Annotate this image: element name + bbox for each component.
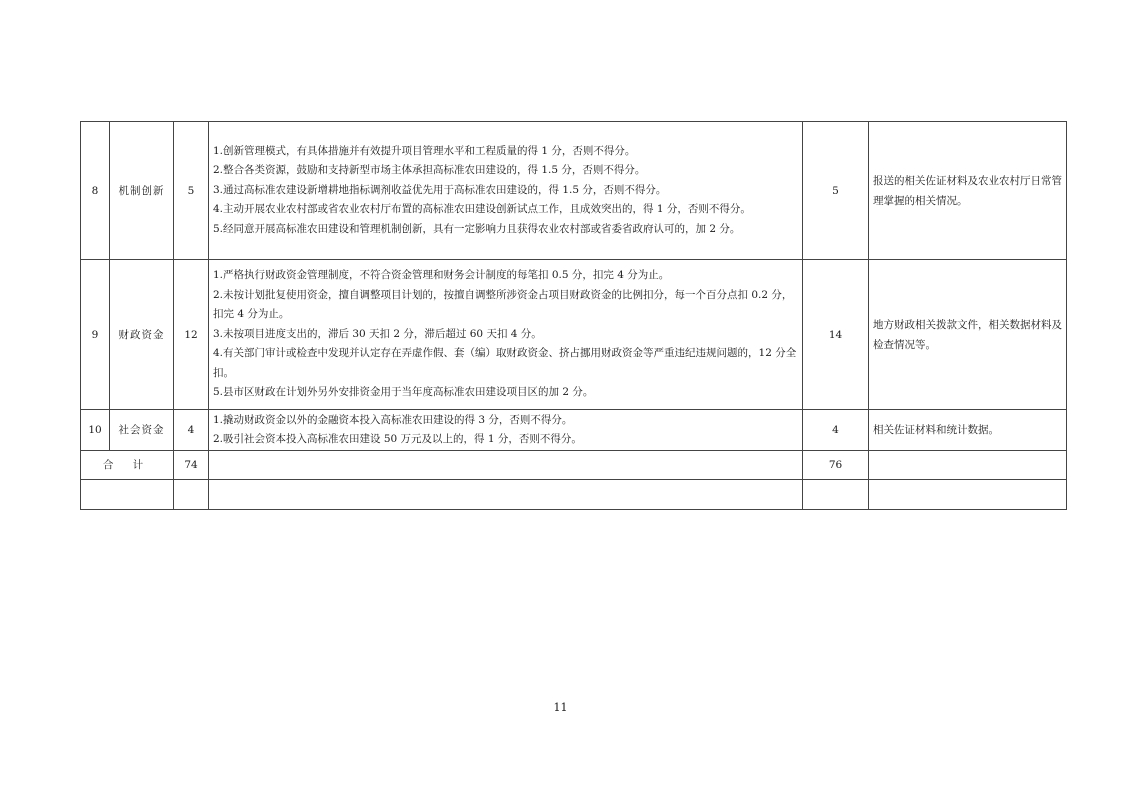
scoring-criteria [209,410,803,451]
evidence-basis: 相关佐证材料和统计数据。 [869,410,1067,451]
criteria-item: 2.吸引社会资本投入高标准农田建设 50 万元及以上的，得 1 分，否则不得分。 [213,433,582,445]
max-score: 5 [803,122,869,260]
indicator-name: 财政资金 [110,260,174,410]
indicator-score: 12 [174,260,209,410]
total-row [81,451,1067,480]
table-row [81,122,1067,260]
indicator-name: 社会资金 [110,410,174,451]
indicator-score: 4 [174,410,209,451]
page-number: 11 [553,701,568,714]
row-number: 10 [81,410,110,451]
evidence-basis: 报送的相关佐证材料及农业农村厅日常管理掌握的相关情况。 [869,122,1067,260]
total-label: 合 计 [81,451,174,480]
criteria-item: 3.未按项目进度支出的，滞后 30 天扣 2 分，滞后超过 60 天扣 4 分。 [213,327,542,340]
criteria-item: 5.县市区财政在计划外另外安排资金用于当年度高标准农田建设项目区的加 2 分。 [213,386,594,399]
scoring-criteria [209,260,803,410]
max-score: 4 [803,410,869,451]
row-number: 9 [81,260,110,410]
blank-cell [174,480,209,510]
blank-cell [803,480,869,510]
criteria-item: 1.撬动财政资金以外的金融资本投入高标准农田建设的得 3 分，否则不得分。 [213,413,573,426]
criteria-item: 2.未按计划批复使用资金，擅自调整项目计划的，按擅自调整所涉资金占项目财政资金的比例扣分，每一个百分点扣 0.2 分，扣完 4 分为止。 [213,288,793,321]
total-basis-empty [869,451,1067,480]
indicator-name: 机制创新 [110,122,174,260]
criteria-item: 1.严格执行财政资金管理制度，不符合资金管理和财务会计制度的每笔扣 0.5 分，扣完 4 分为止。 [213,269,670,282]
max-score: 14 [803,260,869,410]
table-row [81,260,1067,410]
blank-cell [209,480,803,510]
total-score: 74 [174,451,209,480]
criteria-item: 3.通过高标准农建设新增耕地指标调剂收益优先用于高标准农田建设的，得 1.5 分，否则不得分。 [213,183,667,196]
row-number: 8 [81,122,110,260]
total-criteria-empty [209,451,803,480]
evidence-basis: 地方财政相关拨款文件，相关数据材料及检查情况等。 [869,260,1067,410]
criteria-item: 1.创新管理模式，有具体措施并有效提升项目管理水平和工程质量的得 1 分，否则不得分。 [213,144,636,157]
criteria-item: 4.有关部门审计或检查中发现并认定存在弄虚作假、套（编）取财政资金、挤占挪用财政资金等严重违纪违规问题的，12 分全扣。 [213,347,797,379]
blank-cell [81,480,174,510]
blank-cell [869,480,1067,510]
indicator-score: 5 [174,122,209,260]
criteria-item: 4.主动开展农业农村部或省农业农村厅布置的高标准农田建设创新试点工作，且成效突出的，得 1 分，否则不得分。 [213,203,751,216]
criteria-item: 5.经同意开展高标准农田建设和管理机制创新，具有一定影响力且获得农业农村部或省委省政府认可的，加 2 分。 [213,222,741,235]
scoring-criteria [209,122,803,260]
table-row [81,410,1067,451]
blank-row [81,480,1067,510]
total-max-score: 76 [803,451,869,480]
criteria-item: 2.整合各类资源，鼓励和支持新型市场主体承担高标准农田建设的，得 1.5 分，否则不得分。 [213,164,646,177]
evaluation-table [80,121,1067,510]
